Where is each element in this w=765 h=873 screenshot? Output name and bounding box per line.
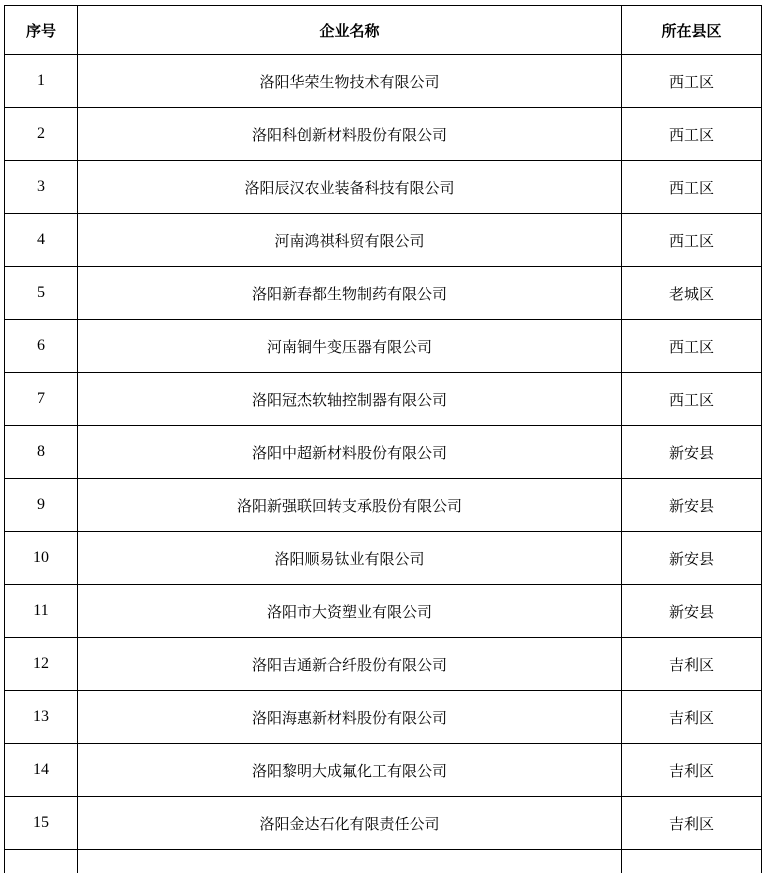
table-row	[5, 532, 762, 585]
district-cell: 西工区	[622, 214, 762, 267]
table-row	[5, 744, 762, 797]
district-cell: 西工区	[622, 108, 762, 161]
district-cell: 西工区	[622, 55, 762, 108]
company-name-cell: 洛阳冠杰软轴控制器有限公司	[78, 373, 622, 426]
row-number-cell: 3	[5, 161, 78, 214]
company-name-cell: 洛阳新强联回转支承股份有限公司	[78, 479, 622, 532]
table-row	[5, 479, 762, 532]
district-cell: 西工区	[622, 373, 762, 426]
column-header-district: 所在县区	[622, 6, 762, 55]
district-cell: 吉利区	[622, 797, 762, 850]
company-name-cell: 洛阳新春都生物制药有限公司	[78, 267, 622, 320]
row-number-cell	[5, 850, 78, 873]
district-cell: 新安县	[622, 585, 762, 638]
company-name-cell: 洛阳辰汉农业装备科技有限公司	[78, 161, 622, 214]
company-name-cell: 洛阳华荣生物技术有限公司	[78, 55, 622, 108]
row-number-cell: 6	[5, 320, 78, 373]
row-number-cell: 8	[5, 426, 78, 479]
table-row	[5, 797, 762, 850]
table-row	[5, 585, 762, 638]
district-cell: 西工区	[622, 320, 762, 373]
district-cell: 新安县	[622, 479, 762, 532]
row-number-cell: 11	[5, 585, 78, 638]
row-number-cell: 1	[5, 55, 78, 108]
company-name-cell: 河南铜牛变压器有限公司	[78, 320, 622, 373]
table-row	[5, 320, 762, 373]
row-number-cell: 5	[5, 267, 78, 320]
company-name-cell: 洛阳科创新材料股份有限公司	[78, 108, 622, 161]
table-row	[5, 55, 762, 108]
row-number-cell: 14	[5, 744, 78, 797]
company-name-cell: 洛阳吉通新合纤股份有限公司	[78, 638, 622, 691]
table-row-partial	[5, 850, 762, 873]
column-header-serial-number: 序号	[5, 6, 78, 55]
company-name-cell: 洛阳中超新材料股份有限公司	[78, 426, 622, 479]
company-name-cell: 洛阳金达石化有限责任公司	[78, 797, 622, 850]
table-body	[5, 55, 762, 873]
row-number-cell: 9	[5, 479, 78, 532]
table-row	[5, 108, 762, 161]
company-name-cell: 河南鸿祺科贸有限公司	[78, 214, 622, 267]
row-number-cell: 15	[5, 797, 78, 850]
company-name-cell: 洛阳市大资塑业有限公司	[78, 585, 622, 638]
table-row	[5, 426, 762, 479]
district-cell: 吉利区	[622, 691, 762, 744]
table-row	[5, 691, 762, 744]
table-row	[5, 214, 762, 267]
table-header-row	[5, 6, 762, 55]
row-number-cell: 4	[5, 214, 78, 267]
district-cell: 西工区	[622, 161, 762, 214]
table-row	[5, 267, 762, 320]
company-name-cell	[78, 850, 622, 873]
table-row	[5, 161, 762, 214]
row-number-cell: 10	[5, 532, 78, 585]
company-name-cell: 洛阳黎明大成氟化工有限公司	[78, 744, 622, 797]
row-number-cell: 12	[5, 638, 78, 691]
district-cell: 吉利区	[622, 638, 762, 691]
district-cell: 吉利区	[622, 744, 762, 797]
district-cell: 新安县	[622, 532, 762, 585]
table-row	[5, 373, 762, 426]
company-name-cell: 洛阳海惠新材料股份有限公司	[78, 691, 622, 744]
row-number-cell: 2	[5, 108, 78, 161]
company-name-cell: 洛阳顺易钛业有限公司	[78, 532, 622, 585]
table-row	[5, 638, 762, 691]
column-header-company-name: 企业名称	[78, 6, 622, 55]
district-cell: 老城区	[622, 267, 762, 320]
row-number-cell: 13	[5, 691, 78, 744]
district-cell	[622, 850, 762, 873]
district-cell: 新安县	[622, 426, 762, 479]
row-number-cell: 7	[5, 373, 78, 426]
enterprise-table	[4, 5, 762, 873]
